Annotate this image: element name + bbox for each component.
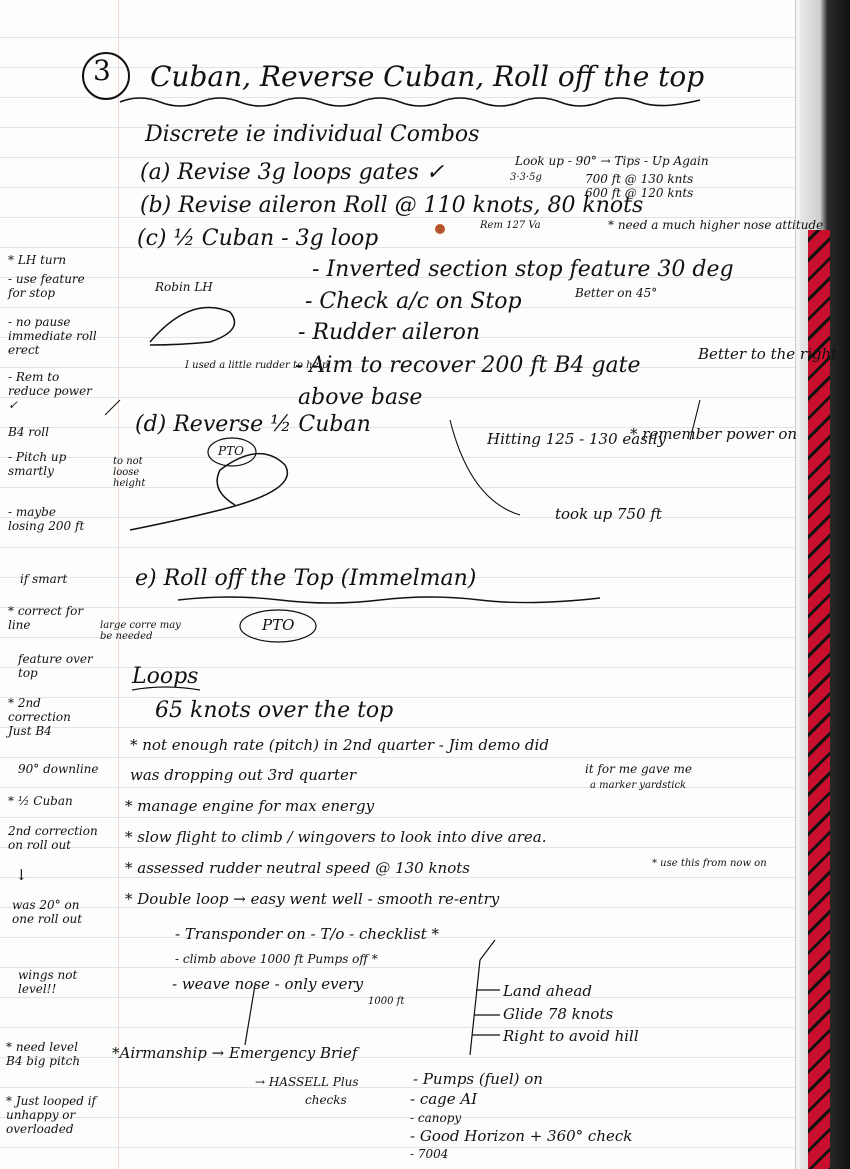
line-a-look: Look up - 90° → Tips - Up Again xyxy=(515,154,709,168)
margin-note: 90° downline xyxy=(18,762,99,776)
immelman-underline xyxy=(178,597,600,603)
section-number: 3 xyxy=(93,54,111,87)
airmanship-line: *Airmanship → Emergency Brief xyxy=(112,1044,358,1062)
margin-note: wings not level!! xyxy=(18,968,78,996)
land-ahead: Land ahead xyxy=(503,982,592,1000)
loops-line-2c: it for me gave me xyxy=(585,762,692,776)
margin-note: was 20° on one roll out xyxy=(12,898,83,926)
loops-line-7: - Transponder on - T/o - checklist * xyxy=(175,925,440,943)
loops-heading: Loops xyxy=(132,664,199,689)
check-7004: - 7004 xyxy=(410,1147,449,1161)
line-c4: - Aim to recover 200 ft B4 gate xyxy=(295,353,641,378)
loops-line-2b: was dropping out 3rd quarter xyxy=(130,766,357,784)
line-c5: above base xyxy=(298,385,423,410)
line-a-700: 700 ft @ 130 knts xyxy=(585,172,694,186)
margin-note: B4 roll xyxy=(8,425,49,439)
line-c2: - Check a/c on Stop xyxy=(305,289,522,314)
line-e: e) Roll off the Top (Immelman) xyxy=(135,566,477,591)
loops-line-5: * assessed rudder neutral speed @ 130 knots xyxy=(125,859,470,877)
margin-note: - Pitch up smartly xyxy=(8,450,67,478)
line-c: (c) ½ Cuban - 3g loop xyxy=(137,226,379,251)
hitting: Hitting 125 - 130 easily xyxy=(487,430,666,448)
bracket xyxy=(470,960,480,1055)
check-canopy: - canopy xyxy=(410,1111,462,1125)
line-b-rem: Rem 127 Va xyxy=(480,220,541,231)
discrete-line: Discrete ie individual Combos xyxy=(145,122,480,147)
checks-label: checks xyxy=(305,1093,347,1107)
margin-note: to not loose height xyxy=(113,456,146,489)
hassell-plus: → HASSELL Plus xyxy=(255,1075,359,1089)
title-underline xyxy=(120,98,700,106)
loops-line-2: * not enough rate (pitch) in 2nd quarter - Jim demo did xyxy=(130,736,549,754)
line-a-600: 600 ft @ 120 knts xyxy=(585,186,694,200)
check-horizon: - Good Horizon + 360° check xyxy=(410,1127,633,1145)
half-cuban-sketch xyxy=(150,307,235,345)
loops-line-2d: a marker yardstick xyxy=(590,780,687,791)
margin-note: * ½ Cuban xyxy=(8,794,73,808)
pto-2: PTO xyxy=(262,616,295,634)
margin-note: ↓ xyxy=(15,866,28,884)
loops-line-8: - climb above 1000 ft Pumps off * xyxy=(175,952,378,966)
loops-line-3: * manage engine for max energy xyxy=(125,797,375,815)
remember-power: * remember power on xyxy=(630,425,798,443)
pto-1: PTO xyxy=(218,444,244,458)
margin-note: - use feature for stop xyxy=(8,272,85,300)
margin-note: * LH turn xyxy=(8,253,67,267)
margin-note: feature over top xyxy=(18,652,93,680)
margin-note: - Rem to reduce power ✓ xyxy=(8,370,92,412)
margin-note: if smart xyxy=(20,572,68,586)
line-b: (b) Revise aileron Roll @ 110 knots, 80 knots xyxy=(140,193,644,218)
loops-line-4: * slow flight to climb / wingovers to look into dive area. xyxy=(125,828,547,846)
took-up: took up 750 ft xyxy=(555,505,662,523)
margin-note: * need level B4 big pitch xyxy=(6,1040,81,1068)
glide-speed: Glide 78 knots xyxy=(503,1005,614,1023)
loops-line-6: * Double loop → easy went well - smooth re-entry xyxy=(125,890,500,908)
line-c1: - Inverted section stop feature 30 deg xyxy=(312,257,734,282)
margin-note: * 2nd correction Just B4 xyxy=(8,696,71,738)
rudder-help: I used a little rudder to help xyxy=(185,360,329,371)
margin-note: * Just looped if unhappy or overloaded xyxy=(6,1094,96,1136)
margin-note: large corre may be needed xyxy=(100,620,181,642)
line-b-need: * need a much higher nose attitude xyxy=(608,218,824,232)
line-c3: - Rudder aileron xyxy=(298,320,480,345)
line-c1-better: Better on 45° xyxy=(575,286,658,300)
margin-note: * correct for line xyxy=(8,604,84,632)
margin-note: - maybe losing 200 ft xyxy=(8,505,85,533)
line-d: (d) Reverse ½ Cuban xyxy=(135,412,371,437)
margin-note: 2nd correction on roll out xyxy=(8,824,98,852)
reverse-cuban-sketch xyxy=(130,454,287,530)
right-avoid-hill: Right to avoid hill xyxy=(503,1027,639,1045)
margin-note: - no pause immediate roll erect xyxy=(8,315,97,357)
robin-lh: Robin LH xyxy=(155,280,213,294)
ink-blot xyxy=(435,224,445,234)
page-title: Cuban, Reverse Cuban, Roll off the top xyxy=(150,60,705,93)
loops-line-5b: * use this from now on xyxy=(652,858,767,869)
loops-line-1: 65 knots over the top xyxy=(155,698,394,723)
line-a-g: 3·3·5g xyxy=(510,172,542,183)
line-a: (a) Revise 3g loops gates ✓ xyxy=(140,160,445,185)
arrow-airmanship xyxy=(245,985,255,1045)
loops-line-9b: 1000 ft xyxy=(368,996,405,1007)
better-right: Better to the right xyxy=(698,345,838,363)
check-cage: - cage AI xyxy=(410,1090,478,1108)
loops-line-9: - weave nose - only every xyxy=(172,975,364,993)
check-pumps: - Pumps (fuel) on xyxy=(413,1070,543,1088)
